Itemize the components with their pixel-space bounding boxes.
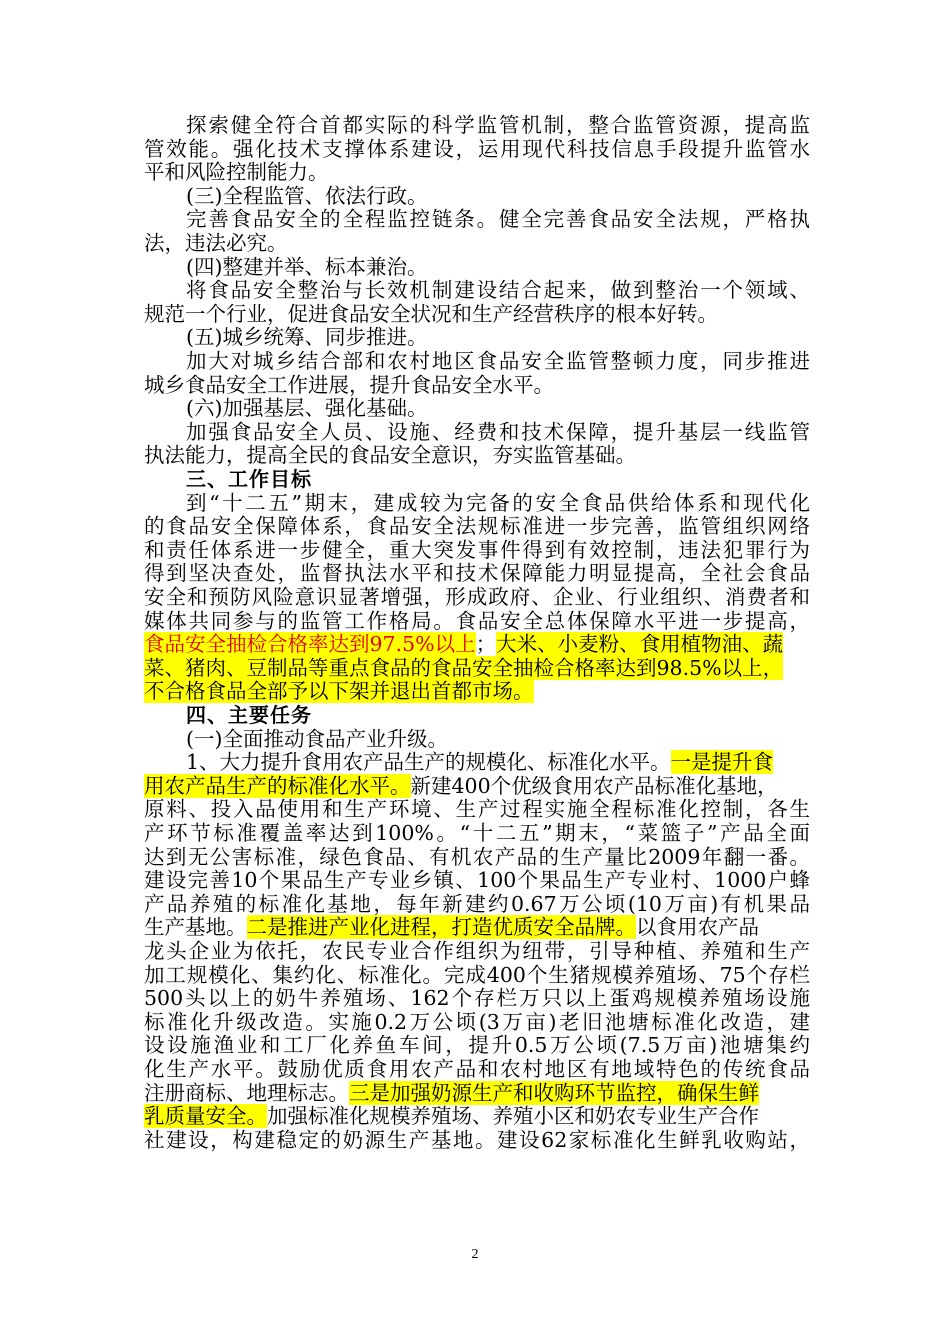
paragraph-line: 城乡食品安全工作进展，提升食品安全水平。 (144, 372, 554, 397)
paragraph-line: 500头以上的奶牛养殖场、162个存栏万只以上蛋鸡规模养殖场设施 (144, 986, 810, 1011)
punctuation: ； (475, 632, 497, 657)
paragraph-line (186, 749, 810, 775)
paragraph-line: 得到坚决查处，监督执法水平和技术保障能力明显提高，全社会食品 (144, 561, 810, 586)
text-run: 注册商标、地理标志。 (144, 1080, 349, 1105)
paragraph-line (144, 1103, 810, 1129)
highlighted-text: 大米、小麦粉、食用植物油、蔬 (496, 632, 784, 657)
paragraph-line: 建设完善10个果品生产专业乡镇、100个果品生产专业村、1000户蜂 (144, 868, 810, 893)
paragraph-line: 加大对城乡结合部和农村地区食品安全监管整顿力度，同步推进 (186, 349, 810, 373)
paragraph-line: 原料、投入品使用和生产环境、生产过程实施全程标准化控制，各生 (144, 797, 810, 822)
paragraph-line: 到“十二五”期末，建成较为完备的安全食品供给体系和现代化 (186, 490, 810, 515)
subheading: (六)加强基层、强化基础。 (186, 396, 428, 421)
paragraph-line: 产品养殖的标准化基地，每年新建约0.67万公顷(10万亩)有机果品 (144, 891, 810, 916)
paragraph-line (144, 914, 810, 940)
text-run: 1、大力提升食用农产品生产的规模化、标准化水平。 (186, 750, 671, 775)
page-number: 2 (471, 1247, 479, 1262)
highlighted-text: 一是提升食 (670, 750, 774, 775)
paragraph-line: 加强食品安全人员、设施、经费和技术保障，提升基层一线监管 (186, 419, 810, 444)
paragraph-line: 安全和预防风险意识显著增强，形成政府、企业、行业组织、消费者和 (144, 585, 810, 609)
section-heading: 三、工作目标 (186, 467, 312, 491)
paragraph-line: 设设施渔业和工厂化养鱼车间，提升0.5万公顷(7.5万亩)池塘集约 (144, 1033, 810, 1058)
paragraph-line: 完善食品安全的全程监控链条。健全完善食品安全法规，严格执 (186, 207, 810, 232)
text-run: 加强标准化规模养殖场、养殖小区和奶农专业生产合作 (267, 1104, 759, 1129)
paragraph-line: 管效能。强化技术支撑体系建设，运用现代科技信息手段提升监管水 (144, 136, 810, 161)
paragraph-line (144, 678, 810, 704)
paragraph-line: 执法能力，提高全民的食品安全意识，夯实监管基础。 (144, 443, 636, 468)
paragraph-line: 探索健全符合首都实际的科学监管机制，整合监管资源，提高监 (186, 113, 810, 137)
text-run: 新建400个优级食用农产品标准化基地， (410, 773, 778, 798)
paragraph-line (144, 1080, 810, 1106)
paragraph-line: 和责任体系进一步健全，重大突发事件得到有效控制，违法犯罪行为 (144, 537, 810, 562)
highlighted-text: 菜、猪肉、豆制品等重点食品的食品安全抽检合格率达到98.5%以上， (144, 655, 784, 680)
paragraph-line: 社建设，构建稳定的奶源生产基地。建设62家标准化生鲜乳收购站， (144, 1127, 810, 1152)
paragraph-line (144, 631, 810, 657)
paragraph-line: 平和风险控制能力。 (144, 160, 329, 185)
highlighted-text: 乳质量安全。 (144, 1104, 267, 1129)
highlighted-text: 不合格食品全部予以下架并退出首都市场。 (144, 679, 534, 704)
paragraph-line: 龙头企业为依托，农民专业合作组织为纽带，引导种植、养殖和生产 (144, 939, 810, 963)
section-heading: 四、主要任务 (186, 703, 312, 727)
paragraph-line: 化生产水平。鼓励优质食用农产品和农村地区有地域特色的传统食品 (144, 1057, 810, 1081)
highlighted-text: 二是推进产业化进程，打造优质安全品牌。 (246, 915, 636, 940)
paragraph-line: 规范一个行业，促进食品安全状况和生产经营秩序的根本好转。 (144, 301, 718, 326)
paragraph-line (144, 655, 810, 681)
highlighted-text: 三是加强奶源生产和收购环节监控，确保生鲜 (349, 1080, 759, 1105)
subheading: (五)城乡统筹、同步推进。 (186, 325, 428, 350)
highlighted-text: 用农产品生产的标准化水平。 (144, 773, 411, 798)
paragraph-line: 法，违法必究。 (144, 231, 288, 255)
paragraph-line: 加工规模化、集约化、标准化。完成400个生猪规模养殖场、75个存栏 (144, 962, 810, 987)
paragraph-line: 达到无公害标准，绿色食品、有机农产品的生产量比2009年翻一番。 (144, 844, 810, 869)
highlighted-text: 食品安全抽检合格率达到97.5%以上 (144, 632, 476, 657)
subheading: (四)整建并举、标本兼治。 (186, 254, 428, 279)
text-run: 以食用农产品 (636, 915, 759, 940)
paragraph-line: 产环节标准覆盖率达到100%。“十二五”期末，“菜篮子”产品全面 (144, 821, 810, 845)
paragraph-line: 将食品安全整治与长效机制建设结合起来，做到整治一个领域、 (186, 278, 810, 303)
paragraph-line: 的食品安全保障体系，食品安全法规标准进一步完善，监管组织网络 (144, 514, 810, 539)
subheading: (一)全面推动食品产业升级。 (186, 726, 448, 751)
paragraph-line: 媒体共同参与的监管工作格局。食品安全总体保障水平进一步提高， (144, 608, 810, 633)
subheading: (三)全程监管、依法行政。 (186, 183, 428, 208)
text-run: 生产基地。 (144, 915, 247, 940)
paragraph-line: 标准化升级改造。实施0.2万公顷(3万亩)老旧池塘标准化改造，建 (144, 1009, 810, 1034)
paragraph-line (144, 773, 810, 799)
